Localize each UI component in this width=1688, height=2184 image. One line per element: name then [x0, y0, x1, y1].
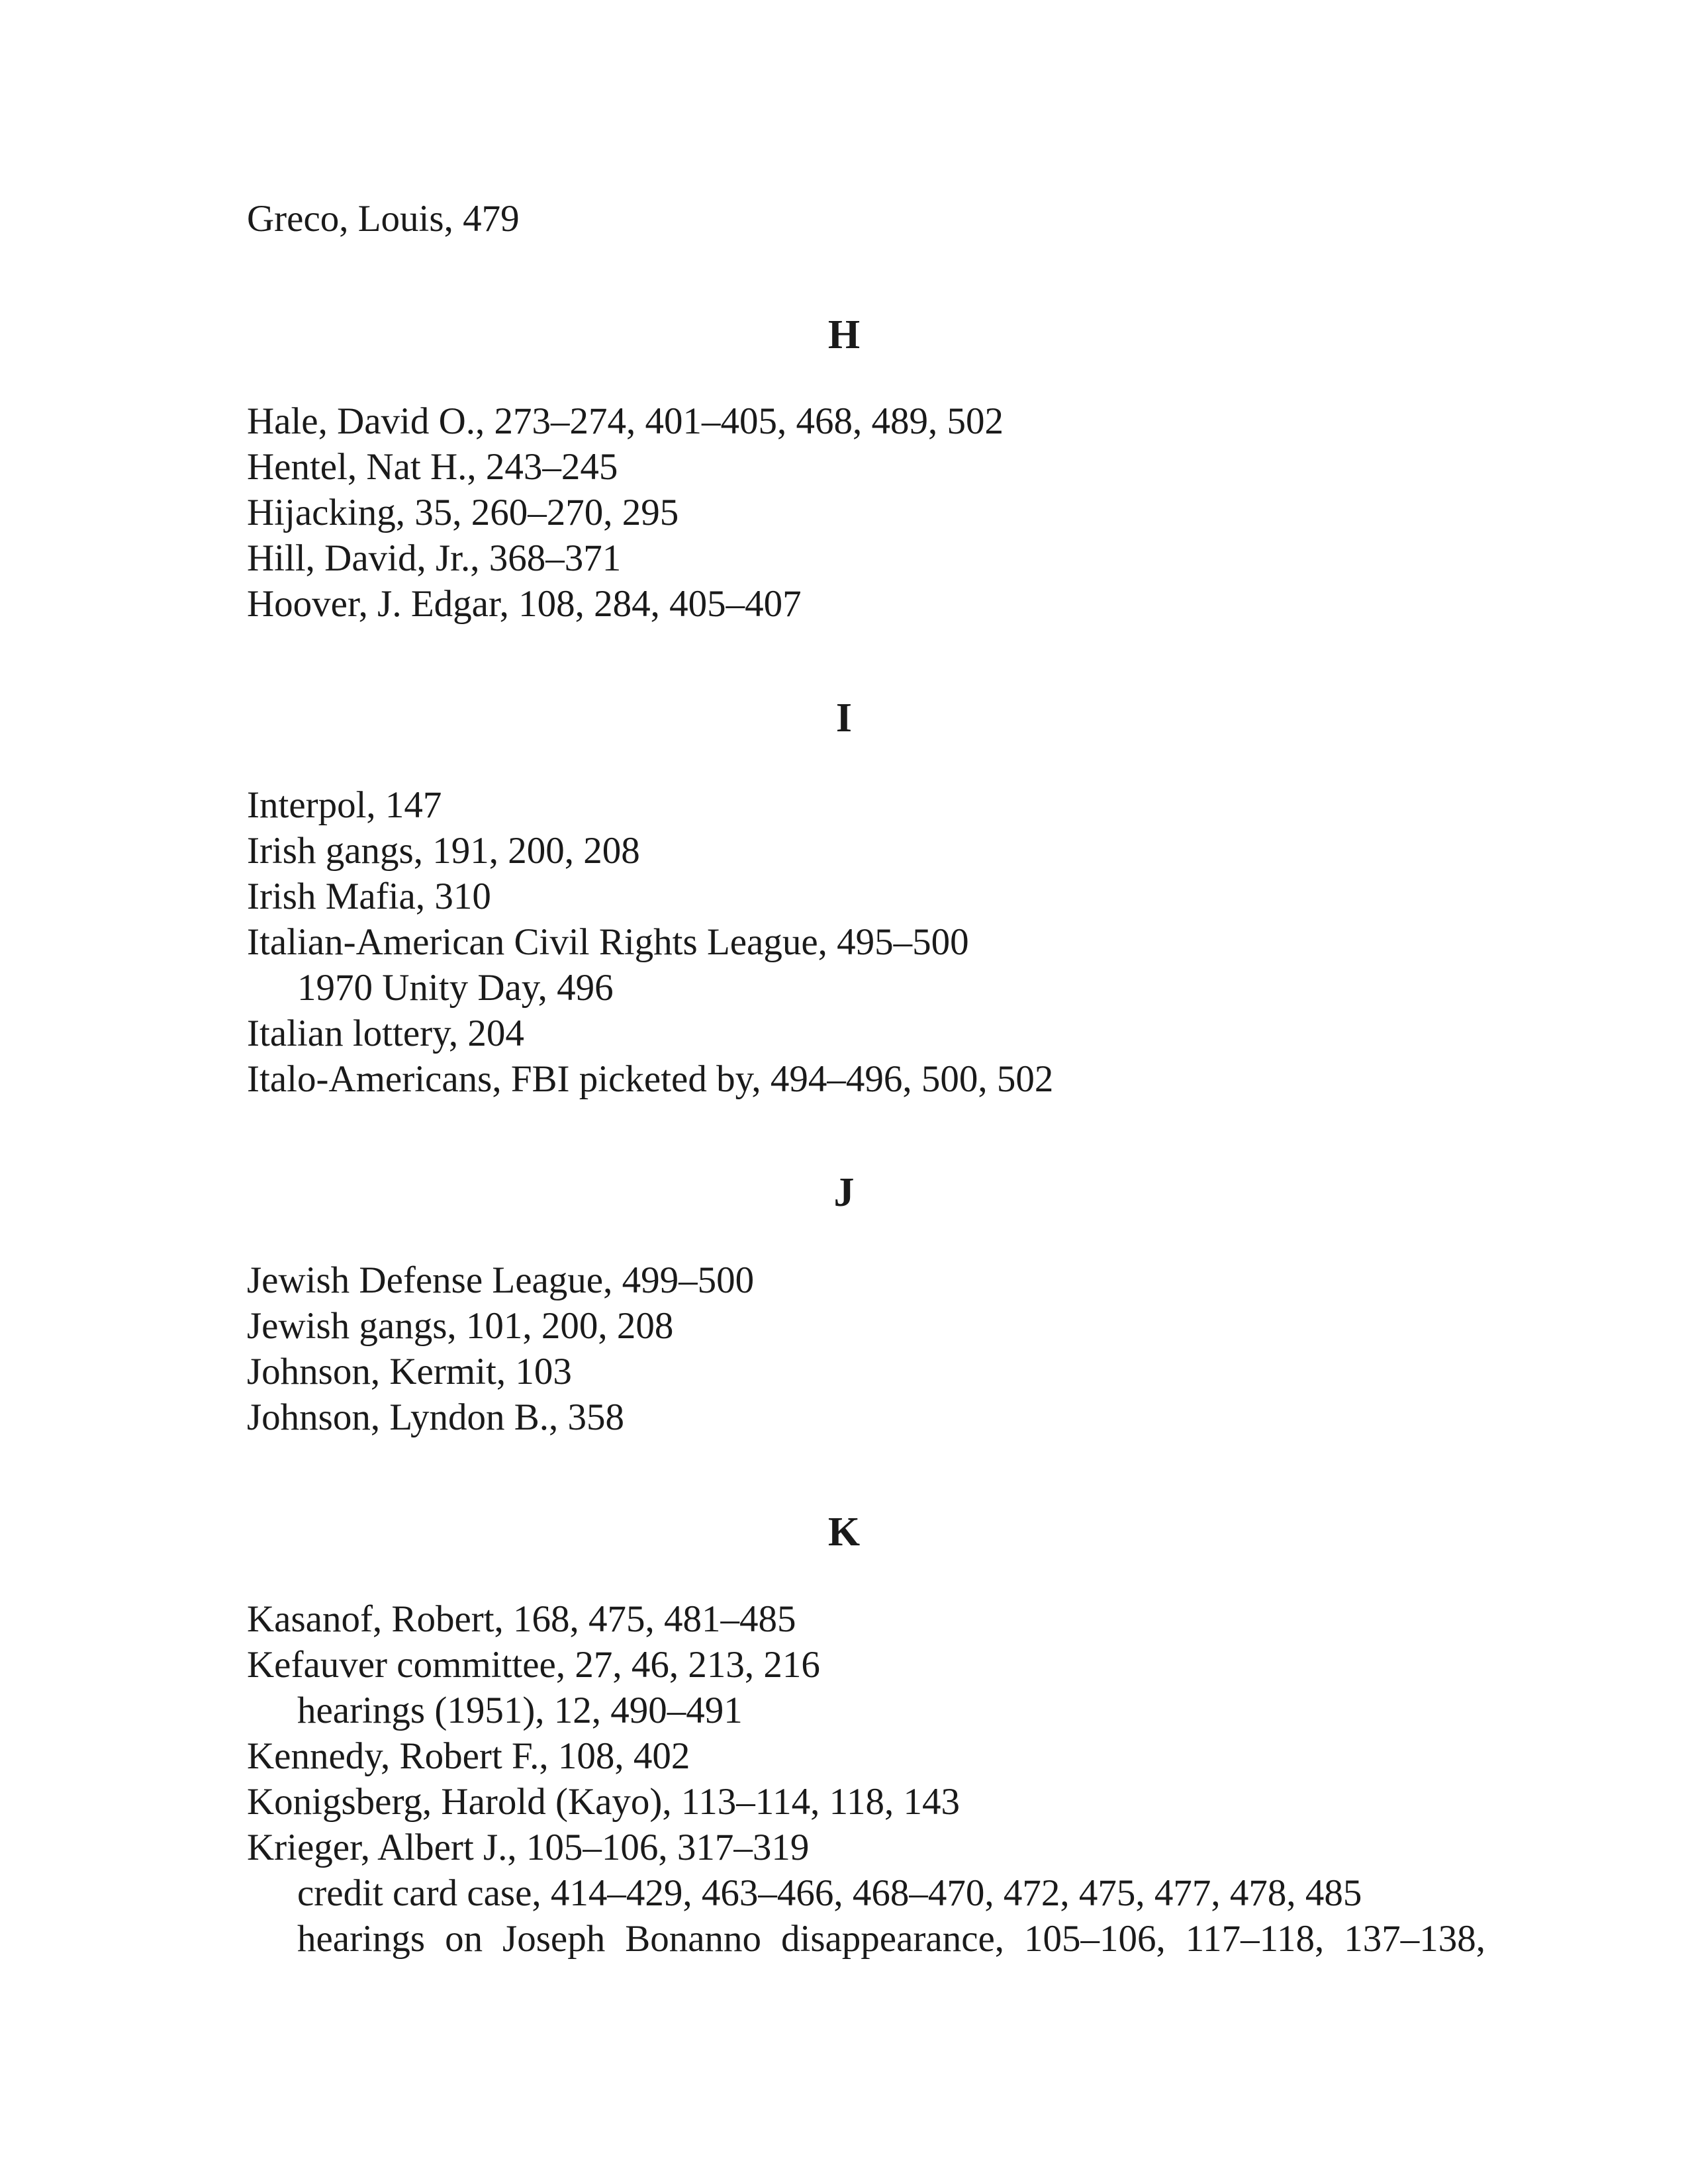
index-entry: Krieger, Albert J., 105–106, 317–319 [247, 1827, 810, 1868]
index-entry: Kennedy, Robert F., 108, 402 [247, 1735, 690, 1777]
index-entry: Italian-American Civil Rights League, 495–500 [247, 921, 969, 963]
index-subentry [297, 1916, 1485, 1962]
index-subentry: credit card case, 414–429, 463–466, 468–470, 472, 475, 477, 478, 485 [297, 1872, 1362, 1914]
index-entry: Hill, David, Jr., 368–371 [247, 537, 622, 579]
index-entry: Hentel, Nat H., 243–245 [247, 446, 618, 488]
index-entry: Hijacking, 35, 260–270, 295 [247, 492, 679, 533]
index-entry: Jewish Defense League, 499–500 [247, 1259, 755, 1301]
index-subentry: hearings (1951), 12, 490–491 [297, 1690, 743, 1731]
index-entry-greco: Greco, Louis, 479 [247, 198, 520, 240]
section-heading-k: K [827, 1510, 861, 1555]
index-subentry: 1970 Unity Day, 496 [297, 967, 614, 1009]
index-entry: Italo-Americans, FBI picketed by, 494–496, 500, 502 [247, 1058, 1054, 1100]
index-entry: Kefauver committee, 27, 46, 213, 216 [247, 1644, 820, 1686]
section-heading-j: J [833, 1170, 855, 1215]
index-entry: Interpol, 147 [247, 784, 442, 826]
index-entry: Konigsberg, Harold (Kayo), 113–114, 118, 143 [247, 1781, 961, 1823]
section-heading-h: H [827, 312, 861, 357]
index-entry: Jewish gangs, 101, 200, 208 [247, 1305, 674, 1347]
index-entry: Hale, David O., 273–274, 401–405, 468, 489, 502 [247, 400, 1004, 442]
index-entry: Kasanof, Robert, 168, 475, 481–485 [247, 1598, 796, 1640]
index-entry: Johnson, Kermit, 103 [247, 1351, 572, 1392]
section-heading-i: I [835, 696, 853, 741]
index-entry: Italian lottery, 204 [247, 1013, 524, 1054]
index-entry: Hoover, J. Edgar, 108, 284, 405–407 [247, 583, 802, 625]
index-entry: Irish gangs, 191, 200, 208 [247, 830, 640, 872]
index-entry: Irish Mafia, 310 [247, 876, 491, 917]
index-subentry-text: hearings on Joseph Bonanno disappearance, 105–106, 117–118, 137–138, [297, 1918, 1485, 1960]
index-entry: Johnson, Lyndon B., 358 [247, 1396, 625, 1438]
